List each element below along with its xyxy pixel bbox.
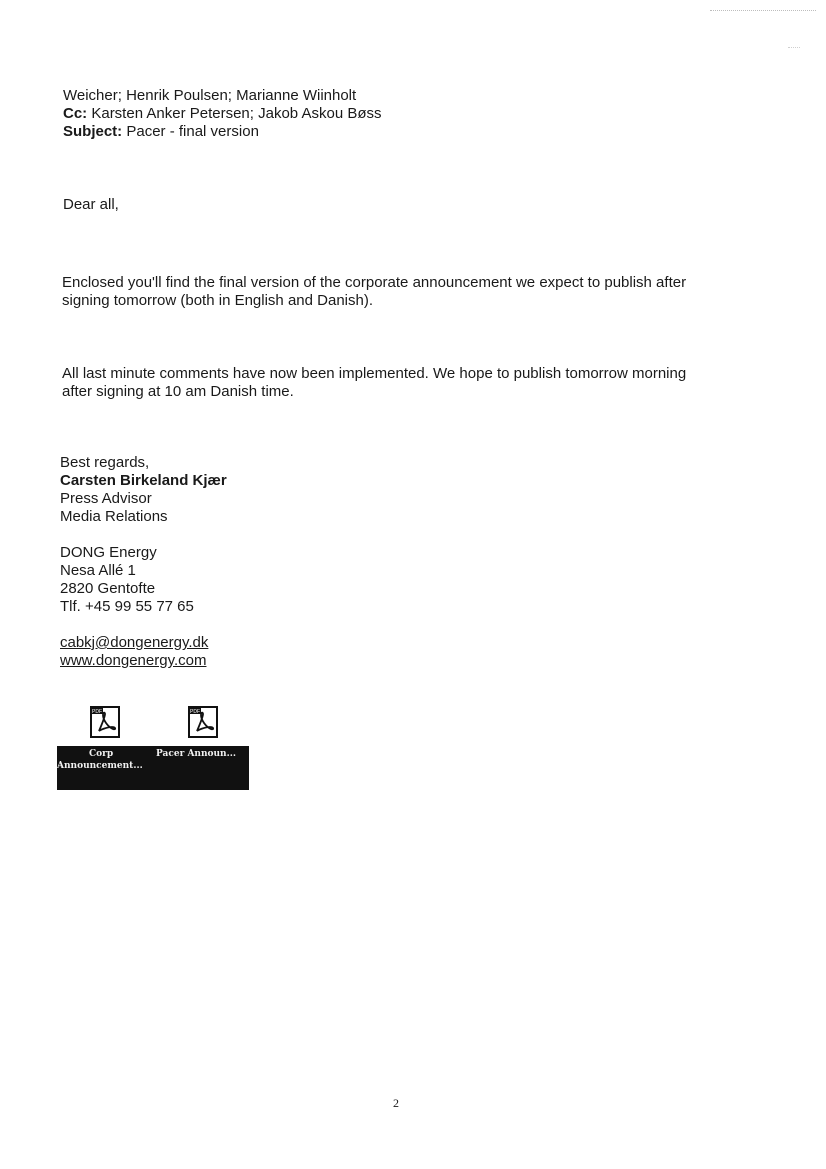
scan-artifact-line <box>710 10 816 11</box>
sender-name: Carsten Birkeland Kjær <box>60 472 227 489</box>
paragraph-2-line-1: All last minute comments have now been implemented. We hope to publish tomorrow morning <box>62 365 687 382</box>
paragraph-2-line-2: after signing at 10 am Danish time. <box>62 383 294 400</box>
paragraph-1-line-1: Enclosed you'll find the final version of the corporate announcement we expect to publish after <box>62 274 687 291</box>
email-header <box>63 87 382 141</box>
paragraph-2 <box>62 365 686 401</box>
pdf-badge: PDF <box>190 709 200 715</box>
email-link[interactable]: cabkj@dongenergy.dk <box>60 634 209 651</box>
street-address: Nesa Allé 1 <box>60 562 136 579</box>
spacer <box>60 526 227 544</box>
subject-line <box>63 123 382 141</box>
closing: Best regards, <box>60 454 150 471</box>
subject-value: Pacer - final version <box>126 123 259 140</box>
phone-number: Tlf. +45 99 55 77 65 <box>60 598 194 615</box>
sender-department: Media Relations <box>60 508 168 525</box>
paragraph-1 <box>62 274 686 310</box>
sender-title: Press Advisor <box>60 490 152 507</box>
attachment-2-caption[interactable]: Pacer Announ... <box>156 749 236 759</box>
greeting: Dear all, <box>63 196 119 213</box>
attachment-1-caption-line-2[interactable]: Announcement... <box>57 761 143 771</box>
attachment-caption-bar <box>57 746 249 790</box>
to-recipients-continued: Weicher; Henrik Poulsen; Marianne Wiinholt <box>63 87 357 104</box>
scan-artifact-mark <box>788 47 800 48</box>
website-link[interactable]: www.dongenergy.com <box>60 652 207 669</box>
subject-label: Subject: <box>63 123 123 140</box>
company-name: DONG Energy <box>60 544 157 561</box>
pdf-file-icon[interactable] <box>90 706 120 738</box>
pdf-file-icon[interactable] <box>188 706 218 738</box>
cc-line <box>63 105 382 123</box>
cc-value: Karsten Anker Petersen; Jakob Askou Bøss <box>91 105 382 122</box>
page-number: 2 <box>393 1096 399 1110</box>
spacer <box>60 616 227 634</box>
city-address: 2820 Gentofte <box>60 580 156 597</box>
signature <box>60 454 227 670</box>
paragraph-1-line-2: signing tomorrow (both in English and Danish). <box>62 292 373 309</box>
attachment-1-caption-line-1[interactable]: Corp <box>89 749 114 759</box>
cc-label: Cc: <box>63 105 88 122</box>
pdf-badge: PDF <box>92 709 102 715</box>
